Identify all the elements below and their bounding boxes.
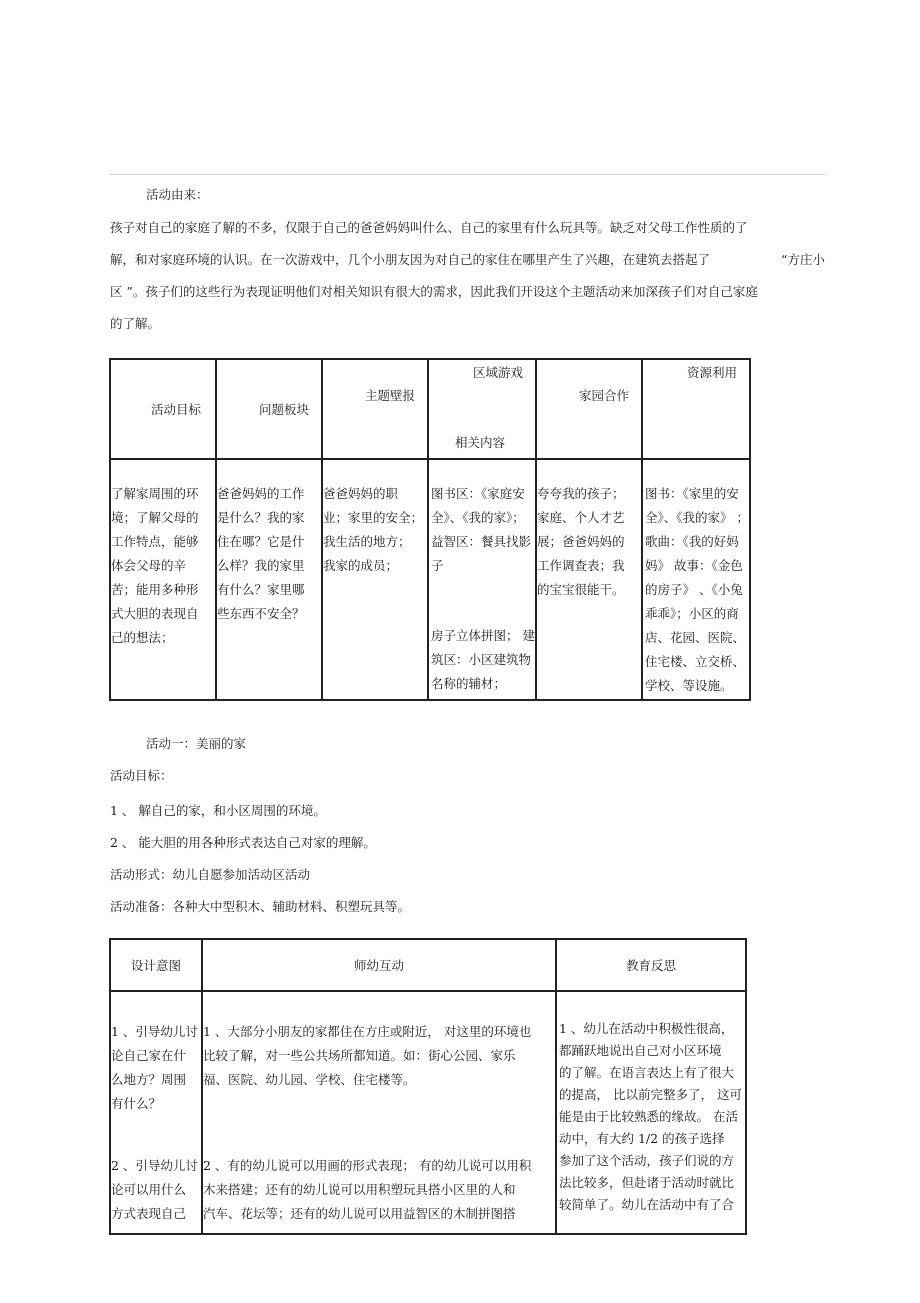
text-line: 方式表现自己 <box>111 1206 187 1221</box>
intro-line: 孩子对自己的家庭了解的不多，仅限于自己的爸爸妈妈叫什么、自己的家里有什么玩具等。缺乏对父母工作性质的了 <box>110 220 748 235</box>
intro-line-text: 解，和对家庭环境的认识。在一次游戏中，几个小朋友因为对自己的家住在哪里产生了兴趣，在建筑去搭起了 <box>110 252 711 267</box>
text-line: 爸爸妈妈的工作 <box>217 486 305 501</box>
text-line: 爸爸妈妈的职 <box>323 486 399 501</box>
text-line: 1 、大部分小朋友的家都住在方庄或附近， 对这里的环境也 <box>203 1024 532 1039</box>
cell-interaction-part-b <box>203 1154 555 1226</box>
intro-line-tail: “方庄小 <box>781 252 825 267</box>
text-line: 房子立体拼图； 建 <box>431 628 535 643</box>
theme-table-header-row <box>110 359 750 459</box>
cell-interaction <box>203 992 555 1226</box>
text-line: 图书区：《家庭安 <box>431 486 525 501</box>
text-line: 筑区：小区建筑物 <box>431 652 532 667</box>
text-line: 福、医院、幼儿园、学校、住宅楼等。 <box>203 1072 416 1087</box>
text-line: 展；爸爸妈妈的 <box>536 534 625 549</box>
text-line: 乖乖》；小区的商 <box>644 606 739 621</box>
text-line: 能是由于比较熟悉的缘故。 在活 <box>559 1109 738 1124</box>
text-line: 比较了解，对一些公共场所都知道。如：街心公园、家乐 <box>203 1048 516 1063</box>
header-interaction: 师幼互动 <box>202 939 556 991</box>
text-line: 论可以用什么 <box>111 1182 187 1197</box>
cell-design-part-b <box>111 1154 201 1226</box>
text-line: 1 、引导幼儿讨 <box>111 1024 198 1039</box>
text-line: 全》、《我的家》 ； <box>644 510 749 525</box>
text-line: 我生活的地方； <box>323 534 411 549</box>
text-line: 工作特点，能够 <box>111 534 199 549</box>
text-line: 己的想法； <box>111 630 174 645</box>
cell-home <box>537 460 641 602</box>
activity-prep: 活动准备：各种大中型积木、辅助材料、积塑玩具等。 <box>110 899 411 914</box>
text-line: 么地方？周围 <box>111 1072 187 1087</box>
theme-table <box>109 358 751 701</box>
cell-area-part-b <box>431 624 535 696</box>
text-line: 有什么？ <box>111 1096 162 1111</box>
text-line: 的提高， 比以前完整多了， 这可 <box>559 1087 742 1102</box>
text-line: 些东西不安全？ <box>217 606 305 621</box>
activity-goal-label: 活动目标： <box>110 768 173 783</box>
interaction-table <box>109 938 747 1235</box>
text-line: 汽车、花坛等；还有的幼儿说可以用益智区的木制拼图搭 <box>203 1206 516 1221</box>
intro-paragraph <box>110 212 826 340</box>
text-line: 都踊跃地说出自己对小区环境 <box>559 1043 722 1058</box>
activity-goal-1: 1 、 解自己的家，和小区周围的环境。 <box>110 803 326 818</box>
text-line: 全》、《我的家》； <box>431 510 525 525</box>
text-line: 名称的辅材； <box>431 676 507 691</box>
intro-line: 的了解。 <box>110 316 161 331</box>
text-line: 住宅楼、立交桥、 <box>644 654 745 669</box>
text-line: 住在哪？它是什 <box>217 534 305 549</box>
header-area-top: 区域游戏 <box>473 365 524 380</box>
text-line: 的了解。在语言表达上有了很大 <box>559 1065 735 1080</box>
activity-form: 活动形式：幼儿自愿参加活动区活动 <box>110 867 311 882</box>
text-line: 苦；能用多种形 <box>111 582 199 597</box>
text-line: 式大胆的表现自 <box>111 606 199 621</box>
text-line: 子 <box>431 558 444 573</box>
top-divider <box>110 174 826 175</box>
cell-interaction-part-a <box>203 1020 555 1092</box>
header-home: 家园合作 <box>578 388 629 403</box>
activity-title: 活动一：美丽的家 <box>146 736 247 751</box>
text-line: 么样？我的家里 <box>217 558 305 573</box>
text-line: 论自己家在什 <box>111 1048 187 1063</box>
text-line: 店、花园、医院、 <box>644 630 745 645</box>
intro-heading: 活动由来： <box>146 187 209 202</box>
text-line: 家庭、个人才艺 <box>536 510 625 525</box>
cell-resource <box>643 460 749 698</box>
text-line: 歌曲：《我的好妈 <box>644 534 739 549</box>
header-goal: 活动目标 <box>151 402 202 417</box>
header-wall: 主题壁报 <box>365 388 416 403</box>
text-line: 动中，有大约 1/2 的孩子选择 <box>559 1131 725 1146</box>
interaction-table-body-row <box>110 991 746 1234</box>
cell-area <box>429 460 535 696</box>
header-area-bottom: 相关内容 <box>455 435 506 450</box>
text-line: 木来搭建；还有的幼儿说可以用积塑玩具搭小区里的人和 <box>203 1182 516 1197</box>
interaction-table-header-row <box>110 939 746 991</box>
text-line: 体会父母的辛 <box>111 558 187 573</box>
cell-goal <box>111 460 215 650</box>
theme-table-body-row <box>110 459 750 700</box>
text-line: 2 、有的幼儿说可以用画的形式表现； 有的幼儿说可以用积 <box>203 1158 532 1173</box>
cell-wall <box>323 460 427 578</box>
header-reflection: 教育反思 <box>556 939 746 991</box>
cell-area-part-a <box>431 482 535 578</box>
text-line: 图书：《家里的安 <box>644 486 739 501</box>
cell-problem <box>217 460 321 626</box>
text-line: 境；了解父母的 <box>111 510 199 525</box>
text-line: 业；家里的安全； <box>323 510 424 525</box>
text-line: 法比较多，但赴诸于活动时就比 <box>559 1175 735 1190</box>
text-line: 有什么？家里哪 <box>217 582 305 597</box>
header-design: 设计意图 <box>110 939 202 991</box>
cell-design-part-a <box>111 1020 201 1116</box>
text-line: 2 、引导幼儿讨 <box>111 1158 198 1173</box>
text-line: 的宝宝很能干。 <box>536 582 625 597</box>
text-line: 益智区：餐具找影 <box>431 534 532 549</box>
text-line: 是什么？我的家 <box>217 510 305 525</box>
header-resource: 资源利用 <box>686 365 737 380</box>
text-line: 的房子》 、《小兔 <box>644 582 743 597</box>
text-line: 1 、幼儿在活动中积极性很高， <box>559 1021 734 1036</box>
text-line: 我家的成员； <box>323 558 399 573</box>
text-line: 学校、等设施。 <box>644 678 733 693</box>
text-line: 较简单了。幼儿在活动中有了合 <box>559 1197 735 1212</box>
intro-line: 区 ”。孩子们的这些行为表现证明他们对相关知识有很大的需求，因此我们开设这个主题活动来加深孩子们对自己家庭 <box>110 284 758 299</box>
text-line: 参加了这个活动，孩子们说的方 <box>559 1153 735 1168</box>
header-problem: 问题板块 <box>259 402 310 417</box>
text-line: 夸夸我的孩子； <box>536 486 625 501</box>
activity-goal-2: 2 、 能大胆的用各种形式表达自己对家的理解。 <box>110 835 376 850</box>
intro-line <box>110 244 826 276</box>
text-line: 了解家周围的环 <box>111 486 199 501</box>
text-line: 妈》 故事：《金色 <box>644 558 743 573</box>
cell-design <box>111 992 201 1226</box>
text-line: 工作调查表；我 <box>536 558 625 573</box>
cell-reflection <box>557 992 745 1216</box>
